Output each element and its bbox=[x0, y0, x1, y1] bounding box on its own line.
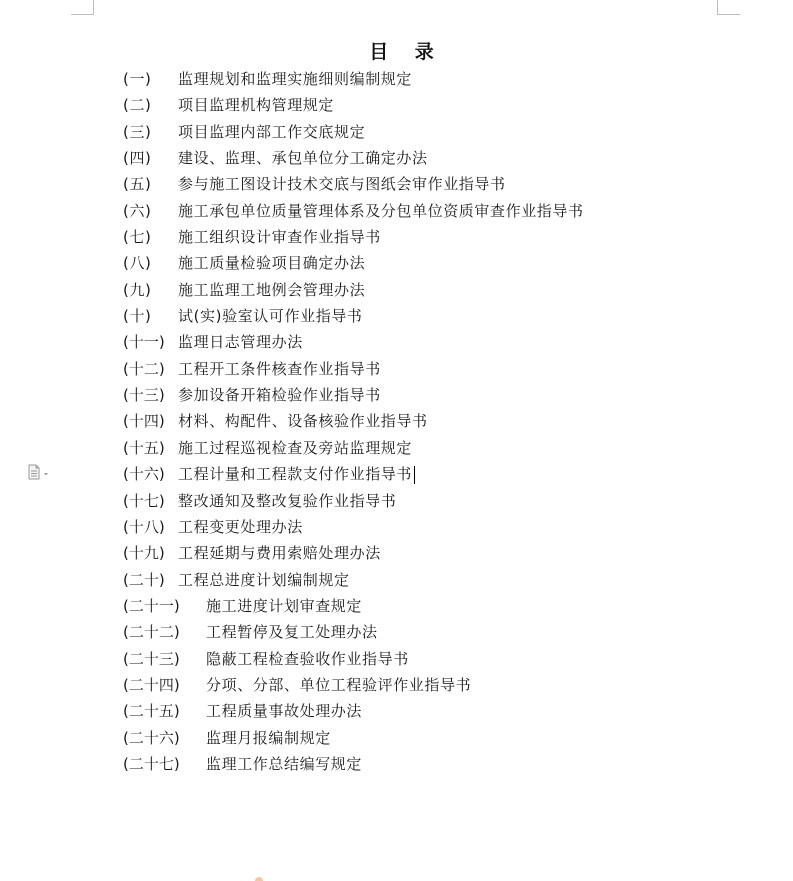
toc-number: (七) bbox=[123, 228, 152, 247]
toc-number: (二十六) bbox=[123, 728, 180, 747]
toc-item[interactable] bbox=[123, 92, 584, 118]
toc-number: (四) bbox=[123, 149, 152, 168]
toc-label: 试(实)验室认可作业指导书 bbox=[178, 307, 363, 326]
toc-item[interactable] bbox=[123, 198, 584, 224]
margin-mark-top-left bbox=[71, 0, 94, 15]
page-title: 目 录 bbox=[369, 41, 444, 63]
toc-number: (九) bbox=[123, 280, 152, 299]
toc-number: (二十三) bbox=[123, 649, 180, 668]
toc-label: 施工组织设计审查作业指导书 bbox=[178, 228, 381, 247]
toc-number: (十二) bbox=[123, 359, 165, 378]
toc-item[interactable] bbox=[123, 698, 584, 724]
toc-label: 工程变更处理办法 bbox=[178, 517, 303, 536]
toc-item[interactable] bbox=[123, 356, 584, 382]
toc-label: 监理规划和监理实施细则编制规定 bbox=[178, 70, 413, 88]
toc-item[interactable] bbox=[123, 593, 584, 619]
toc-number: (十八) bbox=[123, 517, 165, 536]
toc-label: 监理日志管理办法 bbox=[178, 333, 303, 352]
toc-label: 施工监理工地例会管理办法 bbox=[178, 280, 366, 299]
toc-item[interactable] bbox=[123, 672, 584, 698]
toc-item[interactable] bbox=[123, 145, 584, 171]
toc-number: (十五) bbox=[123, 438, 165, 457]
toc-label: 项目监理内部工作交底规定 bbox=[178, 122, 366, 141]
toc-number: (十六) bbox=[123, 465, 165, 484]
text-cursor bbox=[414, 466, 415, 484]
toc-number: (八) bbox=[123, 254, 152, 273]
toc-number: (十四) bbox=[123, 412, 165, 431]
toc-item[interactable] bbox=[123, 250, 584, 276]
toc-number: (三) bbox=[123, 122, 152, 141]
toc-label: 施工过程巡视检查及旁站监理规定 bbox=[178, 438, 413, 457]
toc-label: 隐蔽工程检查验收作业指导书 bbox=[206, 649, 409, 668]
table-of-contents bbox=[123, 66, 584, 777]
toc-number: (五) bbox=[123, 175, 152, 194]
toc-label: 工程暂停及复工处理办法 bbox=[206, 623, 378, 642]
toc-item[interactable] bbox=[123, 224, 584, 250]
toc-item[interactable] bbox=[123, 171, 584, 197]
toc-item[interactable] bbox=[123, 277, 584, 303]
toc-item[interactable] bbox=[123, 119, 584, 145]
toc-number: (六) bbox=[123, 201, 152, 220]
toc-label: 参加设备开箱检验作业指导书 bbox=[178, 386, 381, 405]
toc-number: (二十四) bbox=[123, 675, 180, 694]
toc-label: 施工质量检验项目确定办法 bbox=[178, 254, 366, 273]
toc-label: 项目监理机构管理规定 bbox=[178, 96, 335, 115]
toc-item[interactable] bbox=[123, 725, 584, 751]
toc-item[interactable] bbox=[123, 303, 584, 329]
toc-number: (二十五) bbox=[123, 702, 180, 721]
toc-label: 工程计量和工程款支付作业指导书 bbox=[178, 465, 413, 484]
toc-number: (十) bbox=[123, 307, 152, 326]
toc-label: 监理月报编制规定 bbox=[206, 728, 331, 747]
toc-number: (二十七) bbox=[123, 754, 180, 773]
margin-mark-top-right bbox=[717, 0, 740, 15]
toc-item[interactable] bbox=[123, 567, 584, 593]
toc-label: 整改通知及整改复验作业指导书 bbox=[178, 491, 397, 510]
toc-number: (十一) bbox=[123, 333, 165, 352]
toc-label: 监理工作总结编写规定 bbox=[206, 754, 363, 773]
toc-label: 参与施工图设计技术交底与图纸会审作业指导书 bbox=[178, 175, 506, 194]
decorative-dot bbox=[255, 877, 263, 881]
toc-number: (十三) bbox=[123, 386, 165, 405]
toc-item[interactable] bbox=[123, 751, 584, 777]
toc-label: 工程质量事故处理办法 bbox=[206, 702, 363, 721]
toc-item[interactable] bbox=[123, 488, 584, 514]
toc-label: 材料、构配件、设备核验作业指导书 bbox=[178, 412, 428, 431]
toc-number: (一) bbox=[123, 70, 152, 88]
toc-label: 施工进度计划审查规定 bbox=[206, 596, 363, 615]
toc-label: 分项、分部、单位工程验评作业指导书 bbox=[206, 675, 472, 694]
toc-item[interactable] bbox=[123, 461, 584, 487]
toc-number: (十七) bbox=[123, 491, 165, 510]
toc-number: (二十) bbox=[123, 570, 165, 589]
toc-item[interactable] bbox=[123, 646, 584, 672]
toc-number: (二) bbox=[123, 96, 152, 115]
toc-item[interactable] bbox=[123, 619, 584, 645]
toc-item[interactable] bbox=[123, 408, 584, 434]
toc-number: (二十一) bbox=[123, 596, 180, 615]
toc-label: 工程总进度计划编制规定 bbox=[178, 570, 350, 589]
toc-item[interactable] bbox=[123, 540, 584, 566]
toc-number: (十九) bbox=[123, 544, 165, 563]
toc-label: 施工承包单位质量管理体系及分包单位资质审查作业指导书 bbox=[178, 201, 584, 220]
toc-label: 建设、监理、承包单位分工确定办法 bbox=[178, 149, 428, 168]
document-dropdown-icon[interactable] bbox=[27, 464, 53, 480]
toc-item[interactable] bbox=[123, 435, 584, 461]
toc-label: 工程延期与费用索赔处理办法 bbox=[178, 544, 381, 563]
toc-item[interactable] bbox=[123, 66, 584, 92]
toc-label: 工程开工条件核查作业指导书 bbox=[178, 359, 381, 378]
toc-item[interactable] bbox=[123, 514, 584, 540]
toc-item[interactable] bbox=[123, 382, 584, 408]
toc-item[interactable] bbox=[123, 329, 584, 355]
toc-number: (二十二) bbox=[123, 623, 180, 642]
